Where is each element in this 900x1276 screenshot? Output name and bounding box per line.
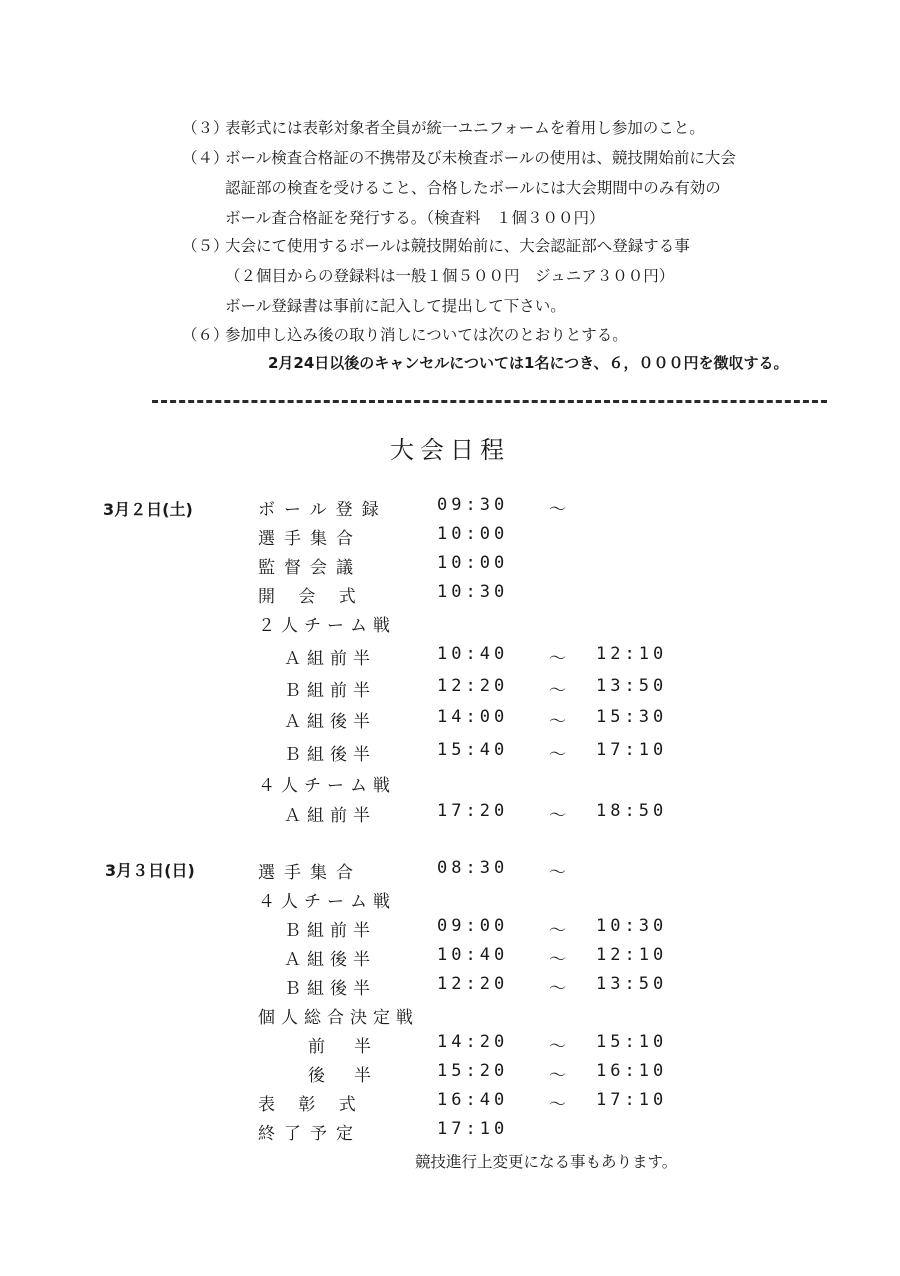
note-4-number: （４） bbox=[182, 149, 229, 167]
time-range-separator: ～ bbox=[549, 1066, 566, 1086]
schedule-item: 選手集合 bbox=[258, 529, 362, 549]
schedule-title: 大会日程 bbox=[390, 436, 510, 464]
time-range-separator: ～ bbox=[549, 712, 566, 732]
end-time: 15:30 bbox=[596, 707, 668, 727]
note-6-number: （６） bbox=[182, 326, 229, 344]
schedule-item: ４人チーム戦 bbox=[258, 776, 396, 796]
end-time: 12:10 bbox=[596, 945, 668, 965]
note-5-line-3: ボール登録書は事前に記入して提出して下さい。 bbox=[225, 297, 566, 315]
start-time: 08:30 bbox=[437, 858, 509, 878]
time-range-separator: ～ bbox=[549, 1037, 566, 1057]
schedule-item: ２人チーム戦 bbox=[258, 616, 396, 636]
time-range-separator: ～ bbox=[549, 806, 566, 826]
start-time: 15:20 bbox=[437, 1061, 509, 1081]
start-time: 10:00 bbox=[437, 553, 509, 573]
schedule-item: Ｂ組後半 bbox=[284, 745, 376, 765]
start-time: 12:20 bbox=[437, 974, 509, 994]
schedule-item: Ａ組前半 bbox=[284, 649, 376, 669]
schedule-item: ボール登録 bbox=[258, 500, 388, 520]
note-3-line-1: 表彰式には表彰対象者全員が統一ユニフォームを着用し参加のこと。 bbox=[225, 119, 705, 137]
schedule-footnote: 競技進行上変更になる事もあります。 bbox=[415, 1153, 678, 1171]
note-5-number: （５） bbox=[182, 237, 229, 255]
schedule-item: 個人総合決定戦 bbox=[258, 1008, 419, 1028]
start-time: 17:10 bbox=[437, 1119, 509, 1139]
note-3-number: （３） bbox=[182, 119, 229, 137]
end-time: 16:10 bbox=[596, 1061, 668, 1081]
schedule-item: Ｂ組前半 bbox=[284, 921, 376, 941]
schedule-item: Ａ組後半 bbox=[284, 950, 376, 970]
section-divider bbox=[152, 400, 827, 403]
schedule-item: 前 半 bbox=[308, 1037, 377, 1057]
end-time: 10:30 bbox=[596, 916, 668, 936]
start-time: 12:20 bbox=[437, 676, 509, 696]
end-time: 15:10 bbox=[596, 1032, 668, 1052]
schedule-item: 表 彰 式 bbox=[258, 1095, 365, 1115]
end-time: 13:50 bbox=[596, 676, 668, 696]
end-time: 12:10 bbox=[596, 644, 668, 664]
schedule-item: 後 半 bbox=[308, 1066, 377, 1086]
note-4-line-1: ボール検査合格証の不携帯及び未検査ボールの使用は、競技開始前に大会 bbox=[225, 149, 736, 167]
time-range-separator: ～ bbox=[549, 979, 566, 999]
day1-label: 3月２日(土) bbox=[103, 500, 193, 519]
schedule-item: Ｂ組前半 bbox=[284, 681, 376, 701]
end-time: 13:50 bbox=[596, 974, 668, 994]
note-4-line-3: ボール査合格証を発行する。（検査料 １個３００円） bbox=[225, 209, 605, 227]
schedule-item: 開 会 式 bbox=[258, 587, 365, 607]
cancel-note: 2月24日以後のキャンセルについては1名につき、６，０００円を徴収する。 bbox=[268, 354, 789, 372]
schedule-item: Ｂ組後半 bbox=[284, 979, 376, 999]
time-range-separator: ～ bbox=[549, 681, 566, 701]
time-range-separator: ～ bbox=[549, 649, 566, 669]
schedule-item: Ａ組後半 bbox=[284, 712, 376, 732]
start-time: 09:00 bbox=[437, 916, 509, 936]
note-6-line-1: 参加申し込み後の取り消しについては次のとおりとする。 bbox=[225, 326, 628, 344]
end-time: 17:10 bbox=[596, 1090, 668, 1110]
start-time: 14:00 bbox=[437, 707, 509, 727]
schedule-item: Ａ組前半 bbox=[284, 806, 376, 826]
schedule-item: 監督会議 bbox=[258, 558, 362, 578]
day2-label: 3月３日(日) bbox=[105, 861, 195, 880]
note-4-line-2: 認証部の検査を受けること、合格したボールには大会期間中のみ有効の bbox=[225, 179, 721, 197]
time-range-separator: ～ bbox=[549, 500, 566, 520]
start-time: 10:00 bbox=[437, 524, 509, 544]
end-time: 18:50 bbox=[596, 801, 668, 821]
note-5-line-1: 大会にて使用するボールは競技開始前に、大会認証部へ登録する事 bbox=[225, 237, 690, 255]
schedule-item: 選手集合 bbox=[258, 863, 362, 883]
note-5-line-2: （２個目からの登録料は一般１個５００円 ジュニア３００円） bbox=[225, 267, 675, 285]
time-range-separator: ～ bbox=[549, 745, 566, 765]
end-time: 17:10 bbox=[596, 740, 668, 760]
time-range-separator: ～ bbox=[549, 863, 566, 883]
schedule-item: ４人チーム戦 bbox=[258, 892, 396, 912]
start-time: 17:20 bbox=[437, 801, 509, 821]
start-time: 14:20 bbox=[437, 1032, 509, 1052]
time-range-separator: ～ bbox=[549, 950, 566, 970]
start-time: 16:40 bbox=[437, 1090, 509, 1110]
schedule-item: 終了予定 bbox=[258, 1124, 362, 1144]
start-time: 15:40 bbox=[437, 740, 509, 760]
start-time: 10:40 bbox=[437, 945, 509, 965]
time-range-separator: ～ bbox=[549, 921, 566, 941]
time-range-separator: ～ bbox=[549, 1095, 566, 1115]
start-time: 10:40 bbox=[437, 644, 509, 664]
start-time: 09:30 bbox=[437, 495, 509, 515]
start-time: 10:30 bbox=[437, 582, 509, 602]
